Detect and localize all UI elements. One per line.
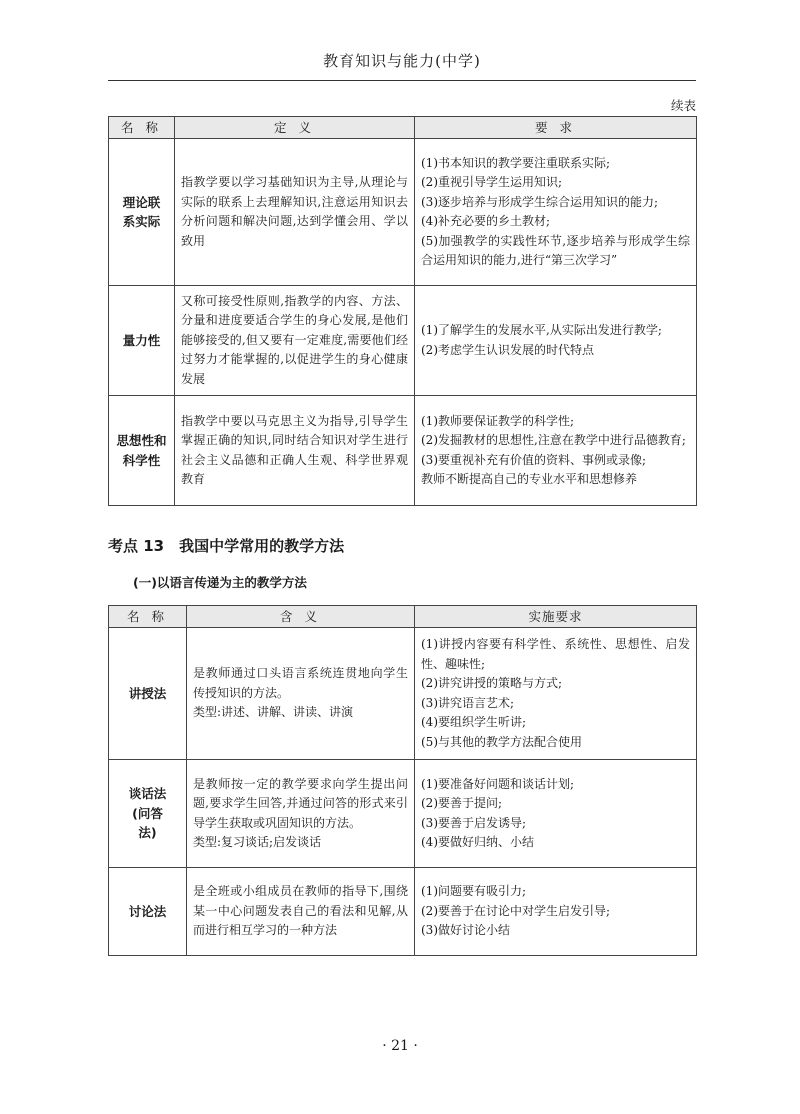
method-meaning xyxy=(187,868,415,956)
column-header-requirements: 要 求 xyxy=(415,117,697,139)
method-name: 讲授法 xyxy=(109,628,187,760)
requirement-item: (2)重视引导学生运用知识; xyxy=(421,175,563,189)
requirement-item: (5)加强教学的实践性环节,逐步培养与形成学生综合运用知识的能力,进行“第三次学习” xyxy=(421,233,690,267)
table-row xyxy=(109,868,697,956)
principle-definition: 又称可接受性原则,指教学的内容、方法、分量和进度要适合学生的身心发展,是他们能够接受的,但又要有一定难度,需要他们经过努力才能掌握的,以促进学生的身心健康发展 xyxy=(175,286,415,396)
meaning-type: 类型:讲述、讲解、讲读、讲演 xyxy=(193,705,354,720)
table-header-row xyxy=(109,606,697,628)
method-name: 讨论法 xyxy=(109,868,187,956)
meaning-text: 是教师按一定的教学要求向学生提出问题,要求学生回答,并通过问答的形式来引导学生获取或巩固知识的方法。 xyxy=(193,776,408,830)
principle-requirements xyxy=(415,396,697,506)
requirement-item: (1)讲授内容要有科学性、系统性、思想性、启发性、趣味性; xyxy=(421,637,690,671)
requirement-item: (1)问题要有吸引力; xyxy=(421,884,527,899)
principle-requirements xyxy=(415,139,697,286)
header-rule xyxy=(108,80,696,81)
requirement-item: (1)了解学生的发展水平,从实际出发进行教学; xyxy=(421,323,662,337)
requirement-item: (2)发掘教材的思想性,注意在教学中进行品德教育; xyxy=(421,433,686,447)
principles-table xyxy=(108,116,697,506)
method-requirements xyxy=(415,760,697,868)
column-header-definition: 定 义 xyxy=(175,117,415,139)
table-row xyxy=(109,760,697,868)
principle-name-text: 理论联系实际 xyxy=(122,194,161,229)
requirement-item: (1)书本知识的教学要注重联系实际; xyxy=(421,155,611,170)
principle-definition: 指教学要以学习基础知识为主导,从理论与实际的联系上去理解知识,注意运用知识去分析问题和解决问题,达到学懂会用、学以致用 xyxy=(175,139,415,286)
requirement-item: (2)讲究讲授的策略与方式; xyxy=(421,676,563,690)
requirement-item: (2)要善于提问; xyxy=(421,796,503,810)
methods-table xyxy=(108,605,697,956)
requirement-item: (3)要善于启发诱导; xyxy=(421,815,527,830)
section-title: 考点 13 我国中学常用的教学方法 xyxy=(108,537,345,555)
table-row xyxy=(109,286,697,396)
running-head-title: 教育知识与能力(中学) xyxy=(323,52,481,70)
table-row xyxy=(109,139,697,286)
method-name xyxy=(109,760,187,868)
requirement-item: (5)与其他的教学方法配合使用 xyxy=(421,734,582,749)
requirement-item: (2)要善于在讨论中对学生启发引导; xyxy=(421,903,611,918)
principle-name xyxy=(109,396,175,506)
method-requirements xyxy=(415,868,697,956)
table-header-row xyxy=(109,117,697,139)
requirement-item: (2)考虑学生认识发展的时代特点 xyxy=(421,342,594,357)
method-meaning xyxy=(187,760,415,868)
principle-name: 量力性 xyxy=(109,286,175,396)
method-name-text: 谈话法(问答法) xyxy=(128,786,167,841)
meaning-type: 类型:复习谈话;启发谈话 xyxy=(193,835,322,849)
method-meaning xyxy=(187,628,415,760)
principle-name-text: 思想性和科学性 xyxy=(116,433,167,468)
requirement-item: (4)补充必要的乡土教材; xyxy=(421,214,551,228)
principle-requirements xyxy=(415,286,697,396)
column-header-implementation: 实施要求 xyxy=(415,606,697,628)
requirement-item: (3)逐步培养与形成学生综合运用知识的能力; xyxy=(421,194,659,209)
table-row xyxy=(109,628,697,760)
requirement-item: 教师不断提高自己的专业水平和思想修养 xyxy=(421,472,638,486)
column-header-name: 名 称 xyxy=(109,606,187,628)
requirement-item: (4)要做好归纳、小结 xyxy=(421,835,534,849)
principle-definition: 指教学中要以马克思主义为指导,引导学生掌握正确的知识,同时结合知识对学生进行社会主义品德和正确人生观、科学世界观教育 xyxy=(175,396,415,506)
column-header-name: 名 称 xyxy=(109,117,175,139)
meaning-text: 是全班或小组成员在教师的指导下,围绕某一中心问题发表自己的看法和见解,从而进行相互学习的一种方法 xyxy=(193,884,408,938)
principle-name xyxy=(109,139,175,286)
page-number: · 21 · xyxy=(382,1038,418,1054)
subsection-title: (一)以语言传递为主的教学方法 xyxy=(133,575,307,590)
requirement-item: (1)教师要保证教学的科学性; xyxy=(421,413,575,428)
requirement-item: (1)要准备好问题和谈话计划; xyxy=(421,776,575,791)
requirement-item: (3)讲究语言艺术; xyxy=(421,695,515,710)
method-requirements xyxy=(415,628,697,760)
table-row xyxy=(109,396,697,506)
requirement-item: (4)要组织学生听讲; xyxy=(421,715,527,729)
continued-label: 续表 xyxy=(670,98,696,113)
requirement-item: (3)要重视补充有价值的资料、事例或录像; xyxy=(421,452,647,467)
meaning-text: 是教师通过口头语言系统连贯地向学生传授知识的方法。 xyxy=(193,666,408,700)
column-header-meaning: 含 义 xyxy=(187,606,415,628)
requirement-item: (3)做好讨论小结 xyxy=(421,923,510,938)
